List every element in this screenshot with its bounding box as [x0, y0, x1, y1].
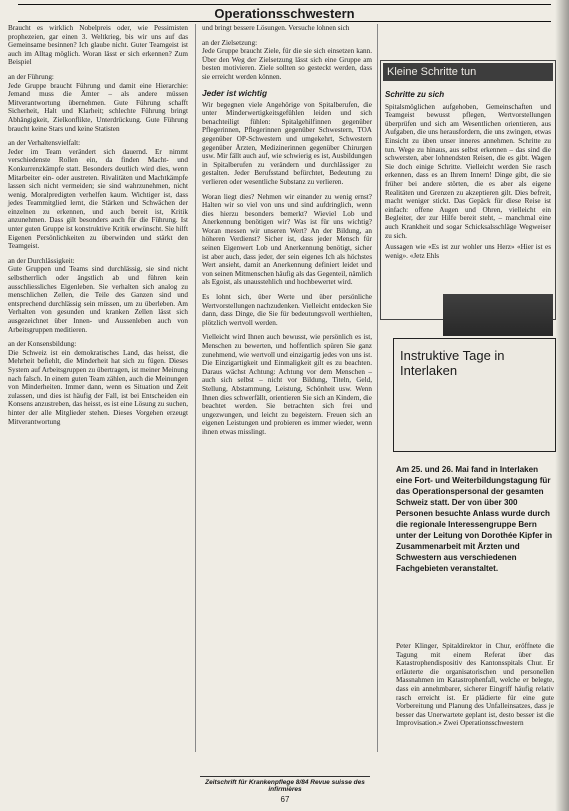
- subheading: an der Durchlässigkeit:: [8, 256, 75, 265]
- page-edge-shadow: [555, 0, 569, 811]
- paragraph: Jede Gruppe braucht Ziele, für die sie sich einsetzen kann. Über den Weg der Zielsetzung lässt sich eine Gruppe am besten motivieren. Ziele sollten so gesteckt werden, dass sie erreicht werden können.: [202, 47, 372, 81]
- page-footer: [200, 776, 370, 804]
- article-lead: Am 25. und 26. Mai fand in Interlaken eine Fort- und Weiterbildungstagung für das Operationspersonal der gesamten Schweiz statt. Der von über 300 Personen besuchte Anlass wurde durch die regionale Interessengruppe Bern unter der Leitung von Dorothée Kipfer in Zusammenarbeit mit Ärzten und Schwestern aus verschiedenen Fachgebieten veranstaltet.: [396, 465, 553, 573]
- sidebar-closing: Aussagen wie «Es ist zur wohler uns Herz» «Hier ist es wenig». «Jetz Ehls: [385, 243, 551, 260]
- article-title-box: [393, 338, 556, 452]
- paragraph: Woran liegt dies? Nehmen wir einander zu wenig ernst? Halten wir so viel von uns und sind aufdringlich, wenn dies hierzu besonders bemerkt? Wieviel Lob und Anerkennung benötigen wir? Was ist für uns wichtig? Woran messen wir unseren Wert? An der Bildung, an höheren Verdienst? Sicher ist, dass jeder Mensch für seinen Eigenwert Lob und Anerkennung benötigt, sicher ist aber auch, dass jeder, der sein eigenes Ich als höchstes Wert ansieht, damit an Anerkennung definiert leidet und von seinen Mitmenschen häufig als das Gegenteil, nämlich als Egoist, als unausstehlich und hochbewertet wird.: [202, 192, 372, 287]
- subheading: an der Führung:: [8, 72, 54, 81]
- journal-name: Zeitschrift für Krankenpflege 8/84 Revue suisse des infirmières: [200, 776, 370, 793]
- photo: [443, 294, 553, 336]
- column-divider: [195, 24, 196, 752]
- paragraph: Braucht es wirklich Nobelpreis oder, wie Pessimisten prophezeien, gar einen 3. Weltkrieg, bis wir uns auf das Gemeinsame besinnen? Ich glaube nicht. Guter Teamgeist ist auch im Alltag möglich. Woran lässt er sich erkennen? Zum Beispiel: [8, 24, 188, 67]
- sidebar-title: Kleine Schritte tun: [383, 63, 553, 81]
- page-title: Operationsschwestern: [214, 6, 355, 21]
- subheading: an der Konsensbildung:: [8, 340, 77, 349]
- paragraph: Vielleicht wird Ihnen auch bewusst, wie persönlich es ist, Menschen zu bewerten, und hoffentlich spüren Sie ganz zunehmend, wie wertvoll und einzigartig jedes von uns ist. Die Einzigartigkeit und Einmaligkeit gilt es zu beachten. Daraus wächst Achtung: Achtung vor dem Menschen – auch sich selbst – nicht vor Bildung, Titeln, Geld, Stellung, Abstammung, Leistung, Schönheit usw. Wenn Ihnen dies schwerfällt, orientieren Sie sich an Kindern, die beachtet werden. Sie betrachten sich frei und ungezwungen, und leicht zu begeistern. Freuen sich an eigenen Leistungen und probieren es immer wieder, wenn ihnen etwas misslingt.: [202, 333, 372, 436]
- paragraph: Es lohnt sich, über Werte und über persönliche Wertvorstellungen nachzudenken. Vielleicht entdecken Sie dann, dass Dinge, die Sie für bedeutungsvoll werthielten, plötzlich wertvoll werden.: [202, 293, 372, 327]
- paragraph: und bringt bessere Lösungen. Versuche lohnen sich: [202, 24, 350, 32]
- text-column-2: [202, 24, 372, 443]
- page-number: 67: [280, 795, 290, 804]
- section-heading: Jeder ist wichtig: [202, 87, 268, 98]
- paragraph: Jede Gruppe braucht Führung und damit eine Hierarchie: Jemand muss die Ämter – als andere müssen Mitverantwortung übernehmen. Gute Führung schafft Sicherheit, Halt und Klarheit; schlechte Führung bringt Abhängigkeit, Zielkonflikte, Unterdrückung. Gute Führung braucht keine Stars und keine Statisten: [8, 81, 188, 133]
- paragraph: Wir begegnen viele Angehörige von Spitalberufen, die unter Minderwertigkeitsgefühlen leiden und sich benachteiligt fühlen: Spitalgehilfinnen gegenüber Pflegerinnen, Pflegerinnen gegenüber Schwestern, TOA gegenüber OP-Schwestern und umgekehrt, Schwestern gegenüber Ärzten, Medizinerinnen gegenüber Chirurgen usw. Mir fällt auch auf, wie schwierig es ist, Ausbildungen in Spitalberufen zu verändern und durchlässiger zu gestalten. Jeder Berufsstand befürchtet, Bedeutung zu verlieren oder wesentliche Substanz zu verlieren.: [202, 100, 372, 186]
- text-column-1: [8, 24, 188, 432]
- article-title: Instruktive Tage in Interlaken: [400, 348, 505, 378]
- subheading: an der Verhaltensvielfalt:: [8, 139, 81, 148]
- paragraph: Gute Gruppen und Teams sind durchlässig, sie sind nicht selbstherrlich oder ängstlich ab und führen kein ausschliessliches Eigenleben. Sie verhalten sich analog zu menschlichen Zellen, die Teile des Ganzen sind und entsprechend durchlässig sein müssen, um zu überleben. Am Verhalten von gesunden und kranken Zellen lässt sich ausgezeichnet über Innen- und Aussenleben auch von Arbeitsgruppen meditieren.: [8, 265, 188, 334]
- page-header: [18, 4, 551, 22]
- sidebar-content: [385, 91, 551, 260]
- subheading: an der Zielsetzung:: [202, 38, 258, 47]
- sidebar-lead: Schritte zu sich: [385, 90, 445, 99]
- paragraph: Die Schweiz ist ein demokratisches Land, das heisst, die Mehrheit befiehlt, die Minderheit hat sich zu fügen. Dieses System auf Arbeitsgruppen zu übertragen, ist meiner Meinung nach falsch. In einem guten Team zählen, auch die Meinungen von Minderheiten. Immer dann, wenn es Situation und Zeit zulassen, und dies ist häufig der Fall, ist bei Entscheiden ein Konsens anzustreben, das heisst, es ist eine Lösung zu suchen, hinter der alle Mitglieder stehen. Dieses Vorgehen erzeugt Mitverantwortung: [8, 348, 188, 426]
- article-body: Peter Klinger, Spitaldirektor in Chur, eröffnete die Tagung mit einem Referat über das Katastrophendispositiv des Kantonsspitals Chur. Er erläuterte die organisatorischen und personellen Massnahmen im Katastrophenfall, welche er belegte, dass ein annehmbarer, sicherer Eingriff häufig relativ rasch erreicht ist. Er plädierte für eine gute Vorbereitung und Planung des Unfalleinsatzes, dass je besser das Unerwartete geplant ist, desto besser ist die Improvisation.» Zwei Operationsschwestern: [396, 642, 554, 728]
- sidebar-box: [380, 60, 556, 320]
- column-divider: [377, 24, 378, 752]
- sidebar-paragraph: Spitalsmöglichen aufgehoben, Gemeinschaften und Teamgeist bewusst pflegen, Wertvorstellungen überprüfen und sich am Wesentlichen orientieren, aus Aufgaben, die uns herausfordern, die uns zwingen, etwas Einsicht zu üben unser inneres annehmen. Schritte zu tun. Wege zu hinaus, aus selbst erkennen – das sind die schwersten, aber lohnendsten Reisen, die es gibt. Wagen Sie doch einige Schritte. Vielleicht werden Sie rasch erkennen, dass es an Ihrem Innern! Dinge gibt, die sie früher bei andere störten, die es aber als eigene Realitäten und Grenzen zu akzeptieren gilt. Dies befreit, macht weniger stickt. Das Gepäck für diese Reise ist einfach: offene Augen und Ohren, vielleicht ein Begleiter, der zur Hilfe bereit steht, – manchmal eine auch Krankheit und sogar Schicksalsschläge Wegweiser zu sich.: [385, 102, 551, 240]
- paragraph: Jeder im Team verändert sich dauernd. Er nimmt verschiedenste Rollen ein, da finden Macht- und Konkurrenzkämpfe statt. Besonders deutlich wird dies, wenn Mitarbeiter ein- oder austreten. Rivalitäten und Machtkämpfe lassen sich nicht vermeiden; sie sind wahrzunehmen, nicht wenig. Moralpredigten verhelfen kaum. Wichtiger ist, dass jedes Teammitglied lernt, die Stärken und Schwächen der einzelnen zu erkennen, und auch bereit ist, Kritik anzunehmen. Dass gilt besonders auch für die Führung. Ist unter guten Gruppe ist konstruktive Kritik erwünscht. Sie hilft Eigenen Persönlichkeiten zu überwinden und stärkt den Teamgeist.: [8, 147, 188, 251]
